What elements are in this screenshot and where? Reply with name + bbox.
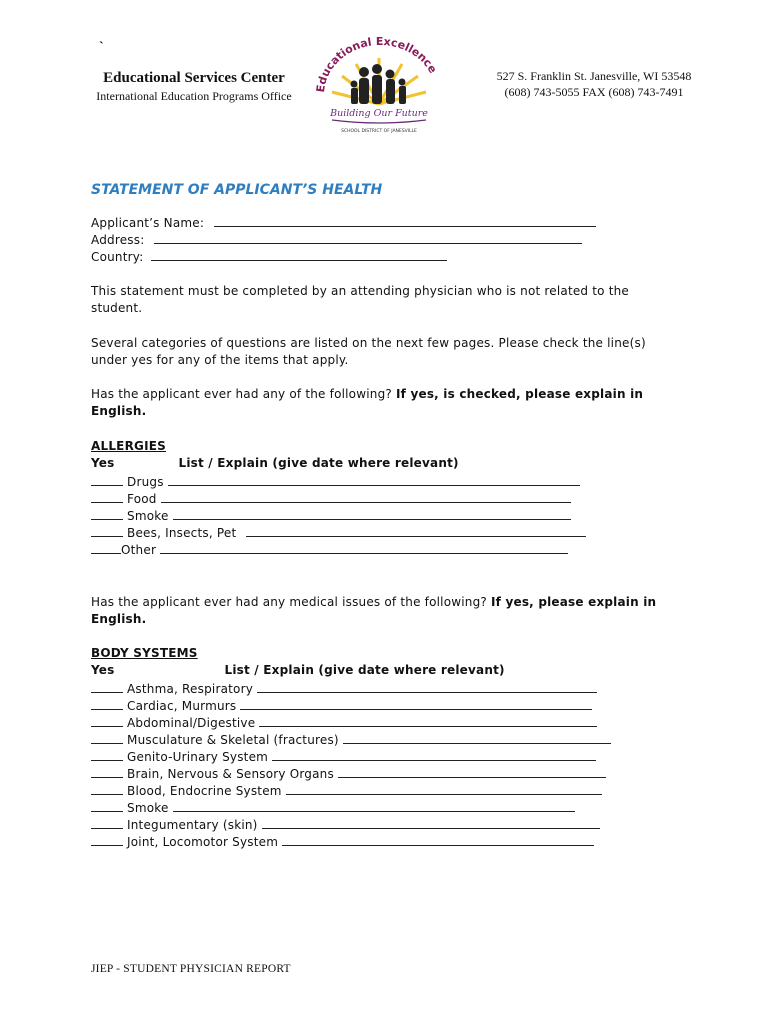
org-office: International Education Programs Office — [96, 89, 292, 103]
body-item-label: Brain, Nervous & Sensory Organs — [127, 767, 334, 781]
yes-check-line[interactable] — [91, 765, 123, 778]
body-row-joint[interactable] — [91, 833, 594, 851]
body-yes-header: Yes — [91, 663, 115, 677]
explain-line[interactable] — [173, 507, 571, 520]
body-row-blood[interactable] — [91, 782, 602, 800]
allergies-column-headers — [91, 455, 459, 472]
instruction-paragraph-2: Several categories of questions are listed on the next few pages. Please check the line(s) under yes for any of the items that apply. — [91, 336, 646, 367]
yes-check-line[interactable] — [91, 490, 123, 503]
allergy-item-label: Bees, Insects, Pet — [127, 526, 237, 540]
body-list-header: List / Explain (give date where relevant) — [224, 663, 505, 677]
yes-check-line[interactable] — [91, 541, 121, 554]
yes-check-line[interactable] — [91, 731, 123, 744]
allergy-item-label: Smoke — [127, 509, 169, 523]
body-row-integumentary[interactable] — [91, 816, 600, 834]
address-label: Address: — [91, 233, 145, 247]
phone-fax-line: (608) 743-5055 FAX (608) 743-7491 — [504, 85, 684, 99]
allergies-question-instruction: If yes, is checked, please explain in English. — [91, 387, 644, 418]
body-item-label: Blood, Endocrine System — [127, 784, 282, 798]
explain-line[interactable] — [262, 816, 600, 829]
explain-line[interactable] — [168, 473, 580, 486]
body-row-musculature[interactable] — [91, 731, 611, 749]
instruction-paragraph-1: This statement must be completed by an attending physician who is not related to the student. — [91, 284, 630, 315]
yes-check-line[interactable] — [91, 473, 123, 486]
explain-line[interactable] — [282, 833, 594, 846]
district-logo — [314, 34, 444, 138]
logo-motto: Building Our Future — [330, 108, 428, 119]
medical-question-text: Has the applicant ever had any medical issues of the following? — [91, 595, 487, 609]
country-label: Country: — [91, 250, 144, 264]
yes-check-line[interactable] — [91, 816, 123, 829]
explain-line[interactable] — [173, 799, 575, 812]
allergy-row-bees[interactable] — [91, 524, 586, 542]
applicant-name-blank[interactable] — [214, 214, 596, 227]
country-field[interactable] — [91, 248, 447, 266]
applicant-name-field[interactable] — [91, 214, 596, 232]
body-item-label: Joint, Locomotor System — [127, 835, 279, 849]
body-row-cardiac[interactable] — [91, 697, 592, 715]
body-row-abdominal[interactable] — [91, 714, 597, 732]
body-row-smoke[interactable] — [91, 799, 575, 817]
explain-line[interactable] — [286, 782, 602, 795]
explain-line[interactable] — [240, 697, 592, 710]
allergy-row-other[interactable] — [91, 541, 568, 559]
medical-question-instruction: If yes, please explain in English. — [91, 595, 657, 626]
allergies-list-header: List / Explain (give date where relevant) — [178, 456, 459, 470]
yes-check-line[interactable] — [91, 782, 123, 795]
body-row-genito[interactable] — [91, 748, 596, 766]
explain-line[interactable] — [257, 680, 597, 693]
page-title: STATEMENT OF APPLICANT’S HEALTH — [91, 182, 383, 198]
yes-check-line[interactable] — [91, 697, 123, 710]
explain-line[interactable] — [160, 541, 568, 554]
explain-line[interactable] — [338, 765, 606, 778]
logo-arc-text: Educational Excellence — [314, 34, 440, 94]
explain-line[interactable] — [259, 714, 597, 727]
explain-line[interactable] — [161, 490, 571, 503]
yes-check-line[interactable] — [91, 714, 123, 727]
allergy-row-smoke[interactable] — [91, 507, 571, 525]
allergy-item-label: Food — [127, 492, 157, 506]
body-item-label: Asthma, Respiratory — [127, 682, 254, 696]
page-footer: JIEP - STUDENT PHYSICIAN REPORT — [91, 963, 291, 975]
allergies-yes-header: Yes — [91, 456, 115, 470]
body-item-label: Integumentary (skin) — [127, 818, 258, 832]
country-blank[interactable] — [151, 248, 447, 261]
explain-line[interactable] — [343, 731, 611, 744]
explain-line[interactable] — [246, 524, 586, 537]
allergy-item-label: Other — [121, 543, 157, 557]
yes-check-line[interactable] — [91, 833, 123, 846]
allergies-question — [91, 386, 671, 420]
yes-check-line[interactable] — [91, 524, 123, 537]
body-systems-heading: BODY SYSTEMS — [91, 646, 198, 660]
body-item-label: Abdominal/Digestive — [127, 716, 256, 730]
yes-check-line[interactable] — [91, 799, 123, 812]
allergy-item-label: Drugs — [127, 475, 164, 489]
logo-district: SCHOOL DISTRICT OF JANESVILLE — [341, 129, 417, 134]
allergies-question-text: Has the applicant ever had any of the following? — [91, 387, 392, 401]
body-item-label: Smoke — [127, 801, 169, 815]
allergy-row-drugs[interactable] — [91, 473, 580, 491]
body-row-asthma[interactable] — [91, 680, 597, 698]
medical-question — [91, 594, 671, 628]
yes-check-line[interactable] — [91, 507, 123, 520]
allergy-row-food[interactable] — [91, 490, 571, 508]
allergies-heading: ALLERGIES — [91, 439, 166, 453]
body-item-label: Musculature & Skeletal (fractures) — [127, 733, 339, 747]
address-field[interactable] — [91, 231, 582, 249]
address-blank[interactable] — [154, 231, 582, 244]
body-row-brain[interactable] — [91, 765, 606, 783]
org-name: Educational Services Center — [103, 70, 285, 86]
body-systems-column-headers — [91, 662, 505, 679]
body-item-label: Genito-Urinary System — [127, 750, 269, 764]
address-line-1: 527 S. Franklin St. Janesville, WI 53548 — [496, 69, 692, 83]
yes-check-line[interactable] — [91, 680, 123, 693]
explain-line[interactable] — [272, 748, 596, 761]
stray-mark: ` — [99, 40, 104, 55]
yes-check-line[interactable] — [91, 748, 123, 761]
body-item-label: Cardiac, Murmurs — [127, 699, 237, 713]
applicant-name-label: Applicant’s Name: — [91, 216, 205, 230]
